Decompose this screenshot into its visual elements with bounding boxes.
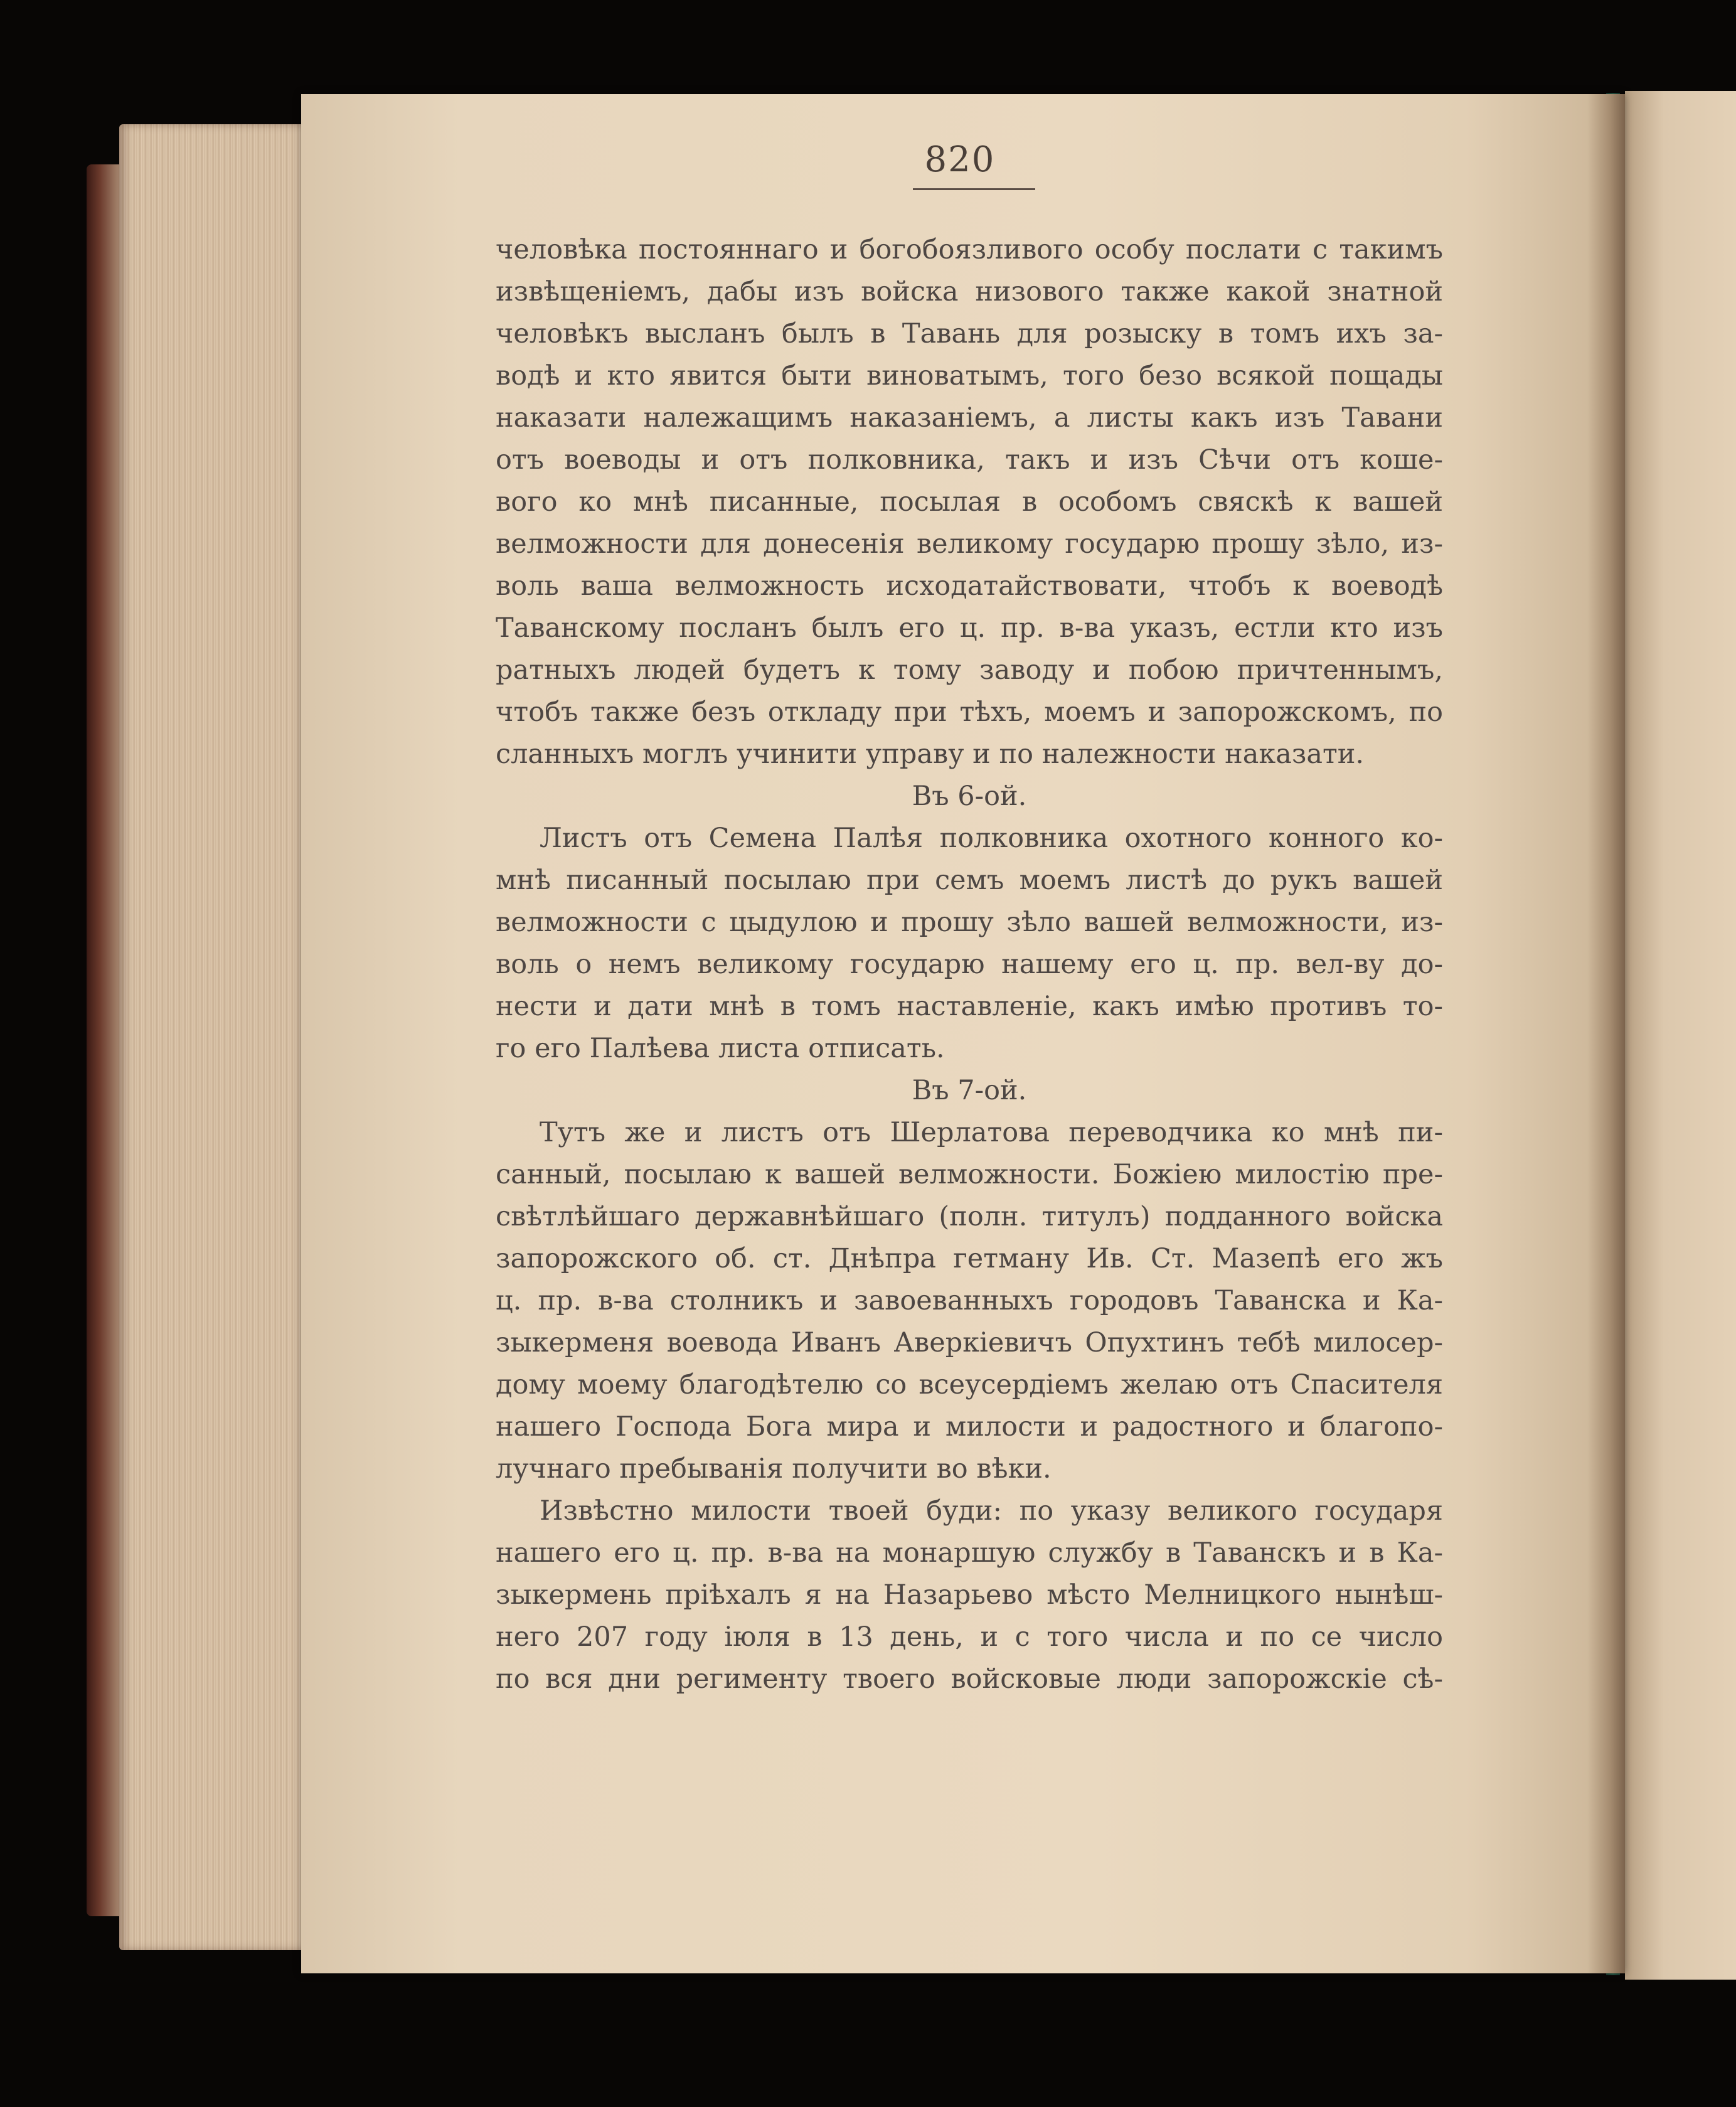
text-line: отъ воеводы и отъ полковника, такъ и изъ Сѣчи отъ коше- <box>496 444 1443 476</box>
text-line: ц. пр. в-ва столникъ и завоеванныхъ городовъ Таванска и Ка- <box>496 1285 1443 1316</box>
text-line: Листъ отъ Семена Палѣя полковника охотного конного ко- <box>540 823 1443 854</box>
text-line: нести и дати мнѣ в томъ наставленіе, какъ имѣю противъ то- <box>496 991 1443 1022</box>
text-line: вого ко мнѣ писанные, посылая в особомъ свяскѣ к вашей <box>496 486 1443 518</box>
text-line: сланныхъ моглъ учинити управу и по належности наказати. <box>496 739 1365 770</box>
page-text <box>496 229 1443 1700</box>
text-line: воль ваша велможность исходатайствовати, чтобъ к воеводѣ <box>496 570 1443 602</box>
text-line: запорожского об. ст. Днѣпра гетману Ив. Ст. Мазепѣ его жъ <box>496 1243 1443 1274</box>
text-line: воль о немъ великому государю нашему его ц. пр. вел-ву до- <box>496 949 1443 980</box>
text-line: Извѣстно милости твоей буди: по указу великого государя <box>540 1495 1443 1527</box>
text-line: го его Палѣева листа отписать. <box>496 1033 945 1064</box>
section-heading: Въ 7-ой. <box>912 1075 1027 1106</box>
text-line: человѣка постояннаго и богобоязливого особу послати с такимъ <box>496 234 1443 265</box>
text-line: дому моему благодѣтелю со всеусердіемъ желаю отъ Спасителя <box>496 1369 1443 1400</box>
page-number: 820 <box>924 139 996 180</box>
page-number-rule <box>913 188 1035 190</box>
text-line: Таванскому посланъ былъ его ц. пр. в-ва указъ, естли кто изъ <box>496 612 1443 644</box>
text-line: него 207 году іюля в 13 день, и с того числа и по се число <box>496 1621 1443 1653</box>
text-line: лучнаго пребыванія получити во вѣки. <box>496 1453 1052 1485</box>
text-line: наказати належащимъ наказаніемъ, а листы какъ изъ Тавани <box>496 402 1443 434</box>
text-line: мнѣ писанный посылаю при семъ моемъ листѣ до рукъ вашей <box>496 865 1443 896</box>
page-stack-edges <box>119 124 326 1950</box>
text-line: зыкермень пріѣхалъ я на Назарьево мѣсто Мелницкого нынѣш- <box>496 1579 1443 1611</box>
text-line: чтобъ также безъ откладу при тѣхъ, моемъ и запорожскомъ, по <box>496 696 1443 728</box>
text-line: по вся дни регименту твоего войсковые люди запорожскіе сѣ- <box>496 1663 1443 1695</box>
text-line: Тутъ же и листъ отъ Шерлатова переводчика ко мнѣ пи- <box>540 1117 1443 1148</box>
text-line: ратныхъ людей будетъ к тому заводу и побою причтеннымъ, <box>496 654 1443 686</box>
text-line: извѣщеніемъ, дабы изъ войска низового также какой знатной <box>496 276 1443 307</box>
text-line: водѣ и кто явится быти виноватымъ, того безо всякой пощады <box>496 360 1443 392</box>
text-line: свѣтлѣйшаго державнѣйшаго (полн. титулъ) подданного войска <box>496 1201 1443 1232</box>
page-gutter-shadow <box>1587 94 1625 1973</box>
text-line: зыкерменя воевода Иванъ Аверкіевичъ Опухтинъ тебѣ милосер- <box>496 1327 1443 1358</box>
section-heading: Въ 6-ой. <box>912 781 1027 812</box>
text-line: нашего его ц. пр. в-ва на монаршую службу в Таванскъ и в Ка- <box>496 1537 1443 1569</box>
facing-page <box>1625 91 1736 1980</box>
text-line: санный, посылаю к вашей велможности. Божіею милостію пре- <box>496 1159 1443 1190</box>
text-line: велможности с цыдулою и прошу зѣло вашей велможности, из- <box>496 907 1443 938</box>
text-line: нашего Господа Бога мира и милости и радостного и благопо- <box>496 1411 1443 1443</box>
text-line: человѣкъ высланъ былъ в Тавань для розыску в томъ ихъ за- <box>496 318 1443 349</box>
text-line: велможности для донесенія великому государю прошу зѣло, из- <box>496 528 1443 560</box>
